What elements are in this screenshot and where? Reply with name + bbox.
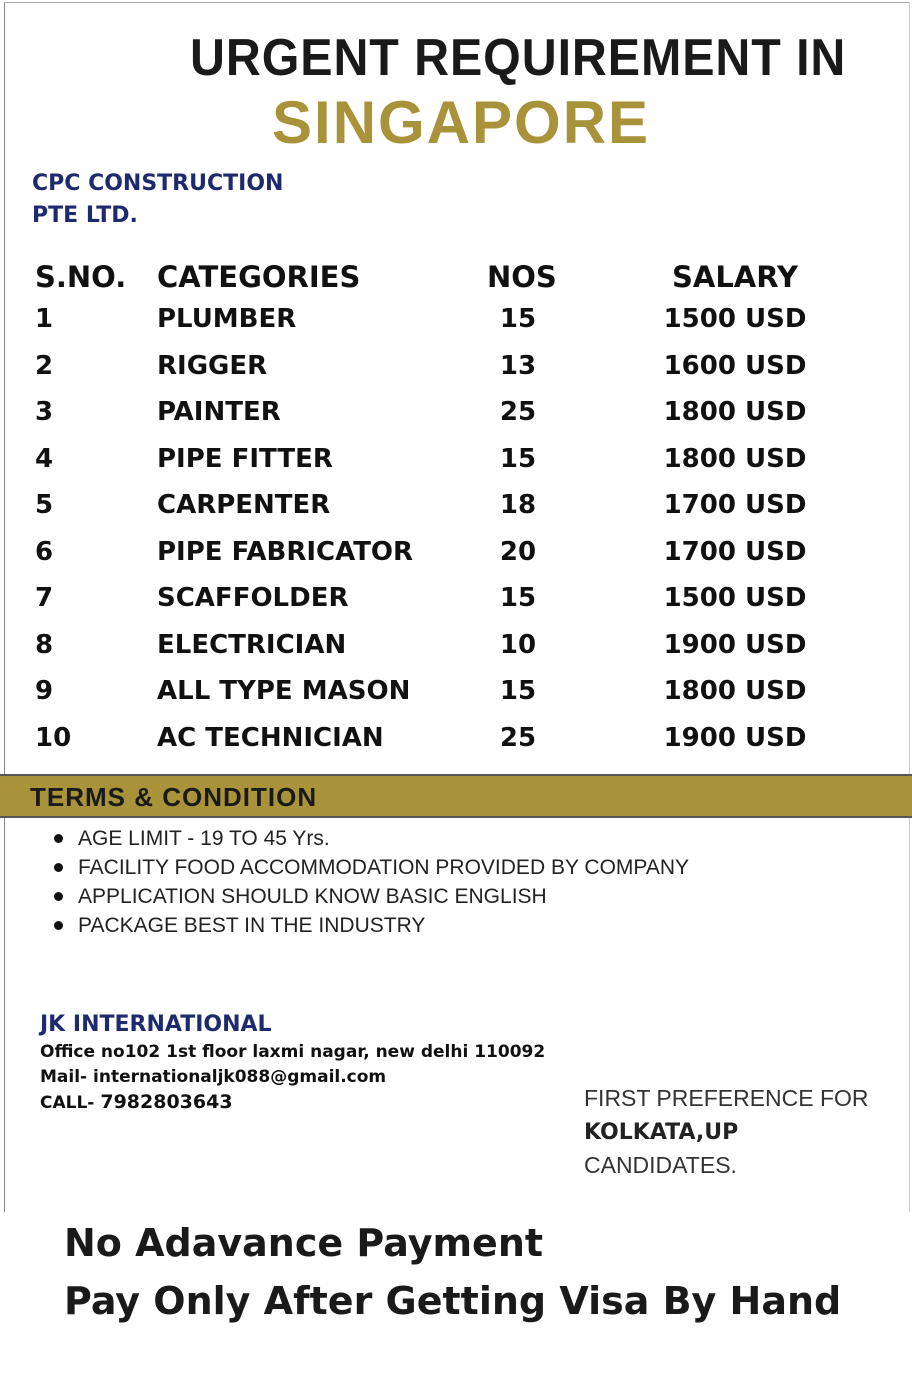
agency-email[interactable]: Mail- internationaljk088@gmail.com xyxy=(40,1067,387,1087)
agency-contact xyxy=(40,1010,545,1116)
table-row xyxy=(35,444,875,491)
cell-nos: 15 xyxy=(499,304,537,334)
agency-name: JK INTERNATIONAL xyxy=(40,1012,272,1037)
table-row xyxy=(35,723,875,770)
table-row xyxy=(35,583,875,630)
cell-nos: 25 xyxy=(499,397,537,427)
cell-category: ALL TYPE MASON xyxy=(157,676,411,706)
cell-sno: 3 xyxy=(35,397,54,427)
bullet-icon xyxy=(54,921,63,930)
list-item xyxy=(50,882,689,911)
cell-category: ELECTRICIAN xyxy=(157,629,347,660)
bullet-icon xyxy=(54,834,63,843)
cell-salary: 1500 USD xyxy=(663,304,807,334)
cell-nos: 20 xyxy=(499,536,537,567)
terms-title: TERMS & CONDITION xyxy=(30,782,318,812)
term-text: AGE LIMIT - 19 TO 45 Yrs. xyxy=(78,827,330,850)
payment-notice xyxy=(64,1214,841,1330)
cell-nos: 25 xyxy=(499,722,537,753)
header-sno: S.NO. xyxy=(35,260,127,294)
company-name xyxy=(32,168,332,232)
cell-salary: 1900 USD xyxy=(663,629,807,660)
preference-line2: KOLKATA,UP xyxy=(584,1120,739,1145)
preference-line1: FIRST PREFERENCE FOR xyxy=(584,1085,869,1111)
headline-urgent-requirement: URGENT REQUIREMENT IN xyxy=(190,29,847,87)
table-header-row xyxy=(35,260,875,304)
agency-address: Office no102 1st floor laxmi nagar, new delhi 110092 xyxy=(40,1042,546,1062)
list-item xyxy=(50,911,689,940)
cell-category: PLUMBER xyxy=(157,304,297,334)
term-text: PACKAGE BEST IN THE INDUSTRY xyxy=(78,914,426,937)
cell-sno: 5 xyxy=(35,490,54,520)
cell-nos: 10 xyxy=(499,629,537,660)
cell-category: CARPENTER xyxy=(157,490,331,520)
cell-sno: 8 xyxy=(35,629,54,660)
call-label: CALL- xyxy=(40,1093,95,1113)
terms-banner xyxy=(0,774,912,818)
header-nos: NOS xyxy=(487,260,557,294)
header-salary: SALARY xyxy=(672,260,798,294)
preference-line2-wrap xyxy=(584,1115,869,1149)
cell-category: SCAFFOLDER xyxy=(157,583,349,613)
table-row xyxy=(35,630,875,677)
bullet-icon xyxy=(54,892,63,901)
terms-list xyxy=(50,824,689,940)
cell-salary: 1800 USD xyxy=(663,397,807,427)
cell-salary: 1800 USD xyxy=(663,676,807,706)
cell-sno: 4 xyxy=(35,443,54,474)
cell-sno: 7 xyxy=(35,583,54,613)
call-number[interactable]: 7982803643 xyxy=(100,1091,233,1113)
cell-category: AC TECHNICIAN xyxy=(157,722,384,753)
list-item xyxy=(50,824,689,853)
cell-nos: 18 xyxy=(499,490,537,520)
vacancy-table xyxy=(35,260,875,769)
cell-sno: 2 xyxy=(35,350,54,381)
list-item xyxy=(50,853,689,882)
cell-sno: 9 xyxy=(35,676,54,706)
cell-category: PIPE FABRICATOR xyxy=(157,536,414,567)
cell-category: PAINTER xyxy=(157,397,281,427)
cell-sno: 1 xyxy=(35,304,54,334)
cell-nos: 15 xyxy=(499,676,537,706)
table-row xyxy=(35,351,875,398)
company-name-line1: CPC CONSTRUCTION xyxy=(32,171,284,196)
cell-category: RIGGER xyxy=(157,350,268,381)
bullet-icon xyxy=(54,863,63,872)
cell-salary: 1500 USD xyxy=(663,583,807,613)
cell-salary: 1600 USD xyxy=(663,350,807,381)
cell-sno: 6 xyxy=(35,536,54,567)
cell-sno: 10 xyxy=(35,722,72,753)
cell-nos: 15 xyxy=(499,583,537,613)
header-categories: CATEGORIES xyxy=(157,260,361,294)
table-row xyxy=(35,397,875,444)
table-row xyxy=(35,490,875,537)
cell-nos: 15 xyxy=(499,443,537,474)
table-row xyxy=(35,537,875,584)
preference-note xyxy=(584,1082,869,1182)
cell-nos: 13 xyxy=(499,350,537,381)
headline-country: SINGAPORE xyxy=(272,89,651,156)
agency-phone xyxy=(40,1090,545,1116)
cell-salary: 1800 USD xyxy=(663,443,807,474)
term-text: FACILITY FOOD ACCOMMODATION PROVIDED BY COMPANY xyxy=(78,856,690,879)
cell-category: PIPE FITTER xyxy=(157,443,333,474)
cell-salary: 1900 USD xyxy=(663,722,807,753)
term-text: APPLICATION SHOULD KNOW BASIC ENGLISH xyxy=(78,885,547,908)
table-row xyxy=(35,676,875,723)
cell-salary: 1700 USD xyxy=(663,490,807,520)
table-row xyxy=(35,304,875,351)
notice-line1: No Adavance Payment xyxy=(64,1221,544,1265)
preference-line3: CANDIDATES. xyxy=(584,1152,737,1178)
company-name-line2: PTE LTD. xyxy=(32,203,138,228)
notice-line2: Pay Only After Getting Visa By Hand xyxy=(64,1279,842,1323)
cell-salary: 1700 USD xyxy=(663,536,807,567)
